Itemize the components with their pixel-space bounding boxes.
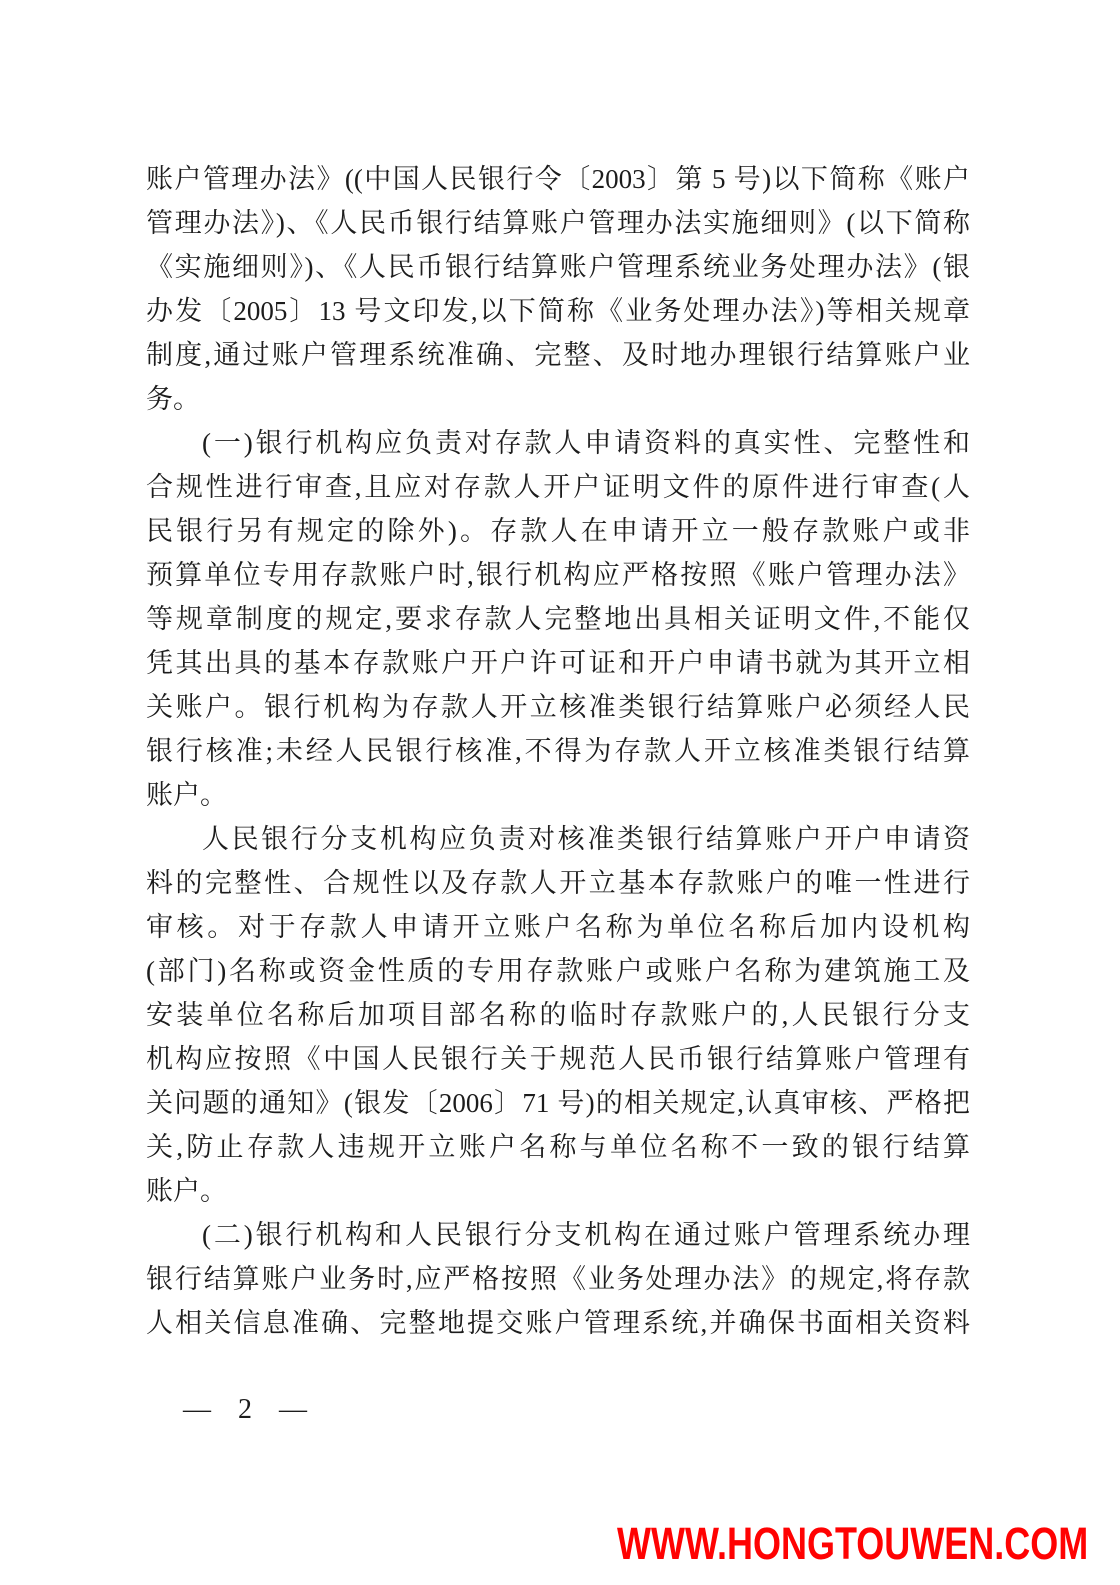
text-line: 制度,通过账户管理系统准确、完整、及时地办理银行结算账户业 [146,340,970,370]
text-line: 银行结算账户业务时,应严格按照《业务处理办法》的规定,将存款 [146,1264,970,1294]
text-line: 等规章制度的规定,要求存款人完整地出具相关证明文件,不能仅 [146,604,970,634]
text-line: 关,防止存款人违规开立账户名称与单位名称不一致的银行结算 [146,1132,970,1162]
text-line: 料的完整性、合规性以及存款人开立基本存款账户的唯一性进行 [146,868,970,898]
text-line: 民银行另有规定的除外)。存款人在申请开立一般存款账户或非 [146,516,970,546]
text-line: 账户管理办法》((中国人民银行令〔2003〕第 5 号)以下简称《账户 [146,164,970,194]
page-number: — 2 — [183,1394,308,1425]
text-line: 账户。 [146,780,227,810]
text-line: 预算单位专用存款账户时,银行机构应严格按照《账户管理办法》 [146,560,970,590]
text-line: (部门)名称或资金性质的专用存款账户或账户名称为建筑施工及 [146,956,970,986]
watermark-url-text: WWW.HONGTOUWEN.COM [617,1518,1089,1569]
text-line: (一)银行机构应负责对存款人申请资料的真实性、完整性和 [202,428,970,458]
text-line: 账户。 [146,1176,227,1206]
text-line: 合规性进行审查,且应对存款人开户证明文件的原件进行审查(人 [146,472,970,502]
text-line: 务。 [146,384,200,414]
text-line: 关问题的通知》(银发〔2006〕71 号)的相关规定,认真审核、严格把 [146,1088,970,1118]
text-line: 机构应按照《中国人民银行关于规范人民币银行结算账户管理有 [146,1044,970,1074]
text-line: 《实施细则》)、《人民币银行结算账户管理系统业务处理办法》(银 [146,252,970,282]
text-line: 人民银行分支机构应负责对核准类银行结算账户开户申请资 [202,824,970,854]
text-line: 管理办法》)、《人民币银行结算账户管理办法实施细则》(以下简称 [146,208,970,238]
document-body [146,157,970,1345]
text-line: (二)银行机构和人民银行分支机构在通过账户管理系统办理 [202,1220,970,1250]
text-line: 人相关信息准确、完整地提交账户管理系统,并确保书面相关资料 [146,1308,970,1338]
text-line: 关账户。银行机构为存款人开立核准类银行结算账户必须经人民 [146,692,970,722]
text-line: 安装单位名称后加项目部名称的临时存款账户的,人民银行分支 [146,1000,970,1030]
text-line: 凭其出具的基本存款账户开户许可证和开户申请书就为其开立相 [146,648,970,678]
text-line: 办发〔2005〕13 号文印发,以下简称《业务处理办法》)等相关规章 [146,296,970,326]
text-line: 银行核准;未经人民银行核准,不得为存款人开立核准类银行结算 [146,736,970,766]
text-line: 审核。对于存款人申请开立账户名称为单位名称后加内设机构 [146,912,970,942]
